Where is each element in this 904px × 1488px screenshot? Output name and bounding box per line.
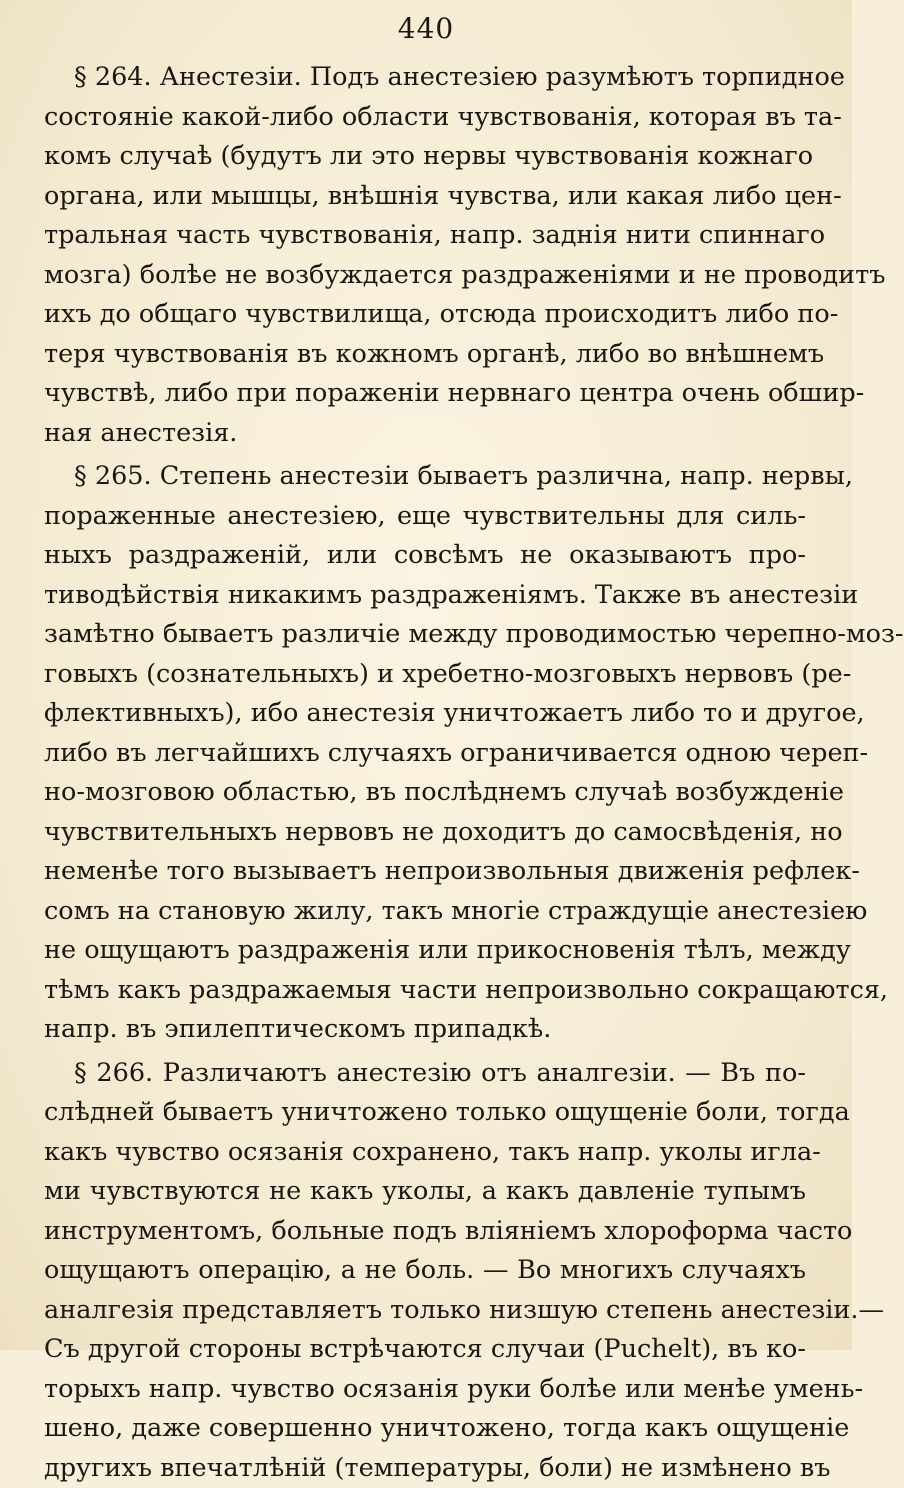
text-line: § 266. Различаютъ анестезію отъ аналгезіи. — Въ по- bbox=[44, 1054, 806, 1094]
paragraph-266 bbox=[44, 1054, 806, 1488]
text-line: теря чувствованія въ кожномъ органѣ, либо во внѣшнемъ bbox=[44, 335, 806, 375]
text-line: § 264. Анестезіи. Подъ анестезіею разумѣютъ торпидное bbox=[44, 58, 806, 98]
text-line: флективныхъ), ибо анестезія уничтожаетъ либо то и другое, bbox=[44, 694, 806, 734]
text-line: Съ другой стороны встрѣчаются случаи (Puchelt), въ ко- bbox=[44, 1330, 806, 1370]
text-line: § 265. Степень анестезіи бываетъ различна, напр. нервы, bbox=[44, 457, 806, 497]
text-line: мозга) болѣе не возбуждается раздраженіями и не проводитъ bbox=[44, 256, 806, 296]
text-line: говыхъ (сознательныхъ) и хребетно-мозговыхъ нервовъ (ре- bbox=[44, 655, 806, 695]
text-line: другихъ впечатлѣній (температуры, боли) не измѣнено въ bbox=[44, 1449, 806, 1488]
text-line: тѣмъ какъ раздражаемыя части непроизвольно сокращаются, bbox=[44, 971, 806, 1011]
paragraph-264 bbox=[44, 58, 806, 453]
text-line: инструментомъ, больные подъ вліяніемъ хлороформа часто bbox=[44, 1212, 806, 1252]
text-line: не ощущаютъ раздраженія или прикосновенія тѣлъ, между bbox=[44, 931, 806, 971]
text-line: органа, или мышцы, внѣшнія чувства, или какая либо цен- bbox=[44, 177, 806, 217]
text-line: неменѣе того вызываетъ непроизвольныя движенія рефлек- bbox=[44, 852, 806, 892]
text-line: замѣтно бываетъ различіе между проводимостью черепно-моз- bbox=[44, 615, 806, 655]
text-line: шено, даже совершенно уничтожено, тогда какъ ощущеніе bbox=[44, 1409, 806, 1449]
page-number: 440 bbox=[0, 12, 852, 46]
text-line: ныхъ раздраженій, или совсѣмъ не оказываютъ про- bbox=[44, 536, 806, 576]
text-line: но-мозговою областью, въ послѣднемъ случаѣ возбужденіе bbox=[44, 773, 806, 813]
text-line: тиводѣйствія никакимъ раздраженіямъ. Также въ анестезіи bbox=[44, 576, 806, 616]
text-line: ми чувствуются не какъ уколы, а какъ давленіе тупымъ bbox=[44, 1172, 806, 1212]
text-line: ная анестезія. bbox=[44, 414, 806, 454]
text-line: ихъ до общаго чувствилища, отсюда происходитъ либо по- bbox=[44, 295, 806, 335]
text-line: аналгезія представляетъ только низшую степень анестезіи.— bbox=[44, 1291, 806, 1331]
text-line: тральная часть чувствованія, напр. заднія нити спиннаго bbox=[44, 216, 806, 256]
text-line: чувствѣ, либо при пораженіи нервнаго центра очень обшир- bbox=[44, 374, 806, 414]
body-text bbox=[44, 58, 806, 1488]
text-line: торыхъ напр. чувство осязанія руки болѣе или менѣе умень- bbox=[44, 1370, 806, 1410]
text-line: напр. въ эпилептическомъ припадкѣ. bbox=[44, 1010, 806, 1050]
text-line: комъ случаѣ (будутъ ли это нервы чувствованія кожнаго bbox=[44, 137, 806, 177]
text-line: ощущаютъ операцію, а не боль. — Во многихъ случаяхъ bbox=[44, 1251, 806, 1291]
text-line: чувствительныхъ нервовъ не доходитъ до самосвѣденія, но bbox=[44, 813, 806, 853]
paragraph-265 bbox=[44, 457, 806, 1050]
text-line: слѣдней бываетъ уничтожено только ощущеніе боли, тогда bbox=[44, 1093, 806, 1133]
text-line: либо въ легчайшихъ случаяхъ ограничивается одною череп- bbox=[44, 734, 806, 774]
text-line: состояніе какой-либо области чувствованія, которая въ та- bbox=[44, 98, 806, 138]
text-line: какъ чувство осязанія сохранено, такъ напр. уколы игла- bbox=[44, 1133, 806, 1173]
text-line: пораженные анестезіею, еще чувствительны для силь- bbox=[44, 497, 806, 537]
text-line: сомъ на становую жилу, такъ многіе страждущіе анестезіею bbox=[44, 892, 806, 932]
